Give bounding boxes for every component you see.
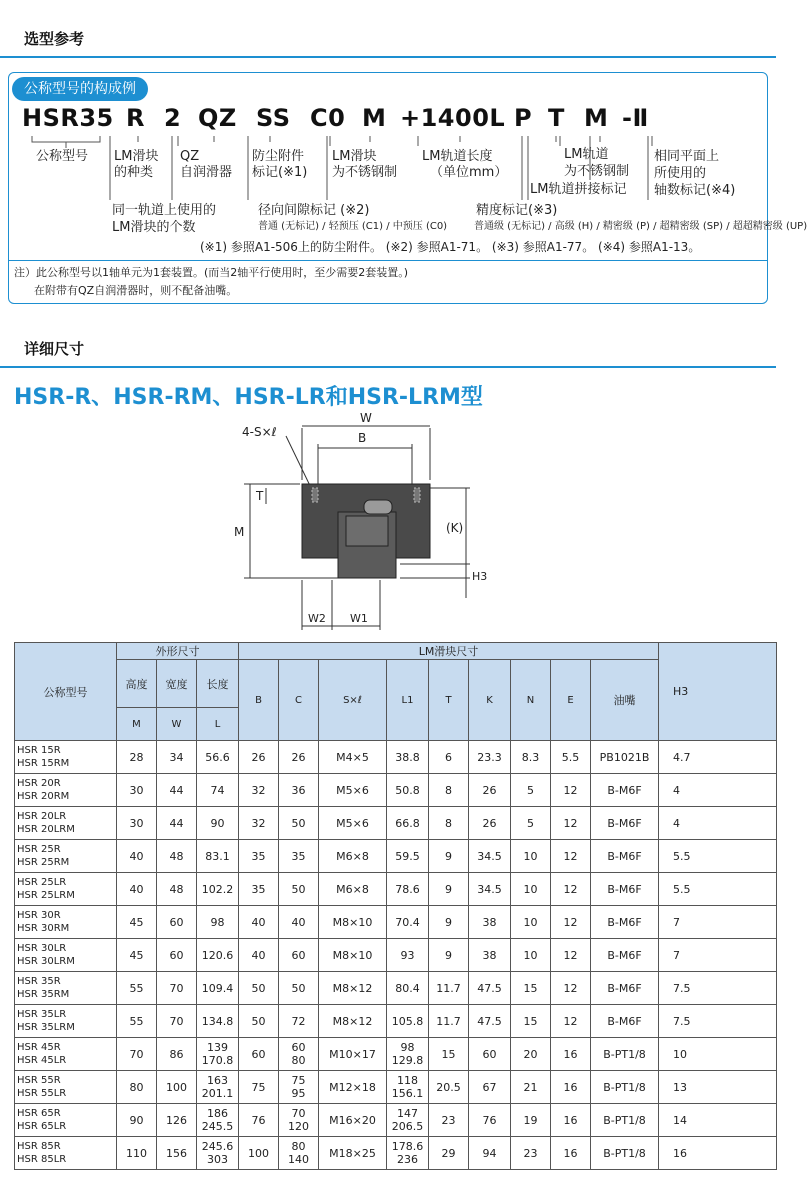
cell-K: 67 bbox=[469, 1071, 511, 1104]
cell-L1: 70.4 bbox=[387, 906, 429, 939]
cell-oil: B-M6F bbox=[591, 873, 659, 906]
cell-oil: B-M6F bbox=[591, 774, 659, 807]
cell-C: 50 bbox=[279, 972, 319, 1005]
cell-T: 9 bbox=[429, 873, 469, 906]
ann-length-2: （单位mm） bbox=[430, 165, 508, 180]
cell-L1: 178.6 236 bbox=[387, 1137, 429, 1170]
cell-oil: B-PT1/8 bbox=[591, 1137, 659, 1170]
cell-W: 60 bbox=[157, 906, 197, 939]
cell-S: M12×18 bbox=[319, 1071, 387, 1104]
cell-model: HSR 30R HSR 30RM bbox=[15, 906, 117, 939]
code-part-clearance: C0 bbox=[310, 104, 346, 132]
cell-L: 102.2 bbox=[197, 873, 239, 906]
cell-T: 20.5 bbox=[429, 1071, 469, 1104]
cell-M: 70 bbox=[117, 1038, 157, 1071]
box-divider bbox=[9, 260, 767, 261]
cell-E: 12 bbox=[551, 807, 591, 840]
cell-S: M8×12 bbox=[319, 1005, 387, 1038]
cell-E: 12 bbox=[551, 906, 591, 939]
cell-oil: B-M6F bbox=[591, 906, 659, 939]
cell-M: 80 bbox=[117, 1071, 157, 1104]
cell-K: 34.5 bbox=[469, 873, 511, 906]
table-row bbox=[15, 1104, 777, 1137]
cell-L: 245.6 303 bbox=[197, 1137, 239, 1170]
cell-W: 34 bbox=[157, 741, 197, 774]
cell-H3: 4 bbox=[659, 807, 777, 840]
code-part-block-type: R bbox=[126, 104, 145, 132]
cell-K: 38 bbox=[469, 906, 511, 939]
cell-T: 29 bbox=[429, 1137, 469, 1170]
cell-B: 100 bbox=[239, 1137, 279, 1170]
dimension-table bbox=[14, 642, 777, 1170]
cell-B: 76 bbox=[239, 1104, 279, 1137]
cell-L1: 98 129.8 bbox=[387, 1038, 429, 1071]
table-row bbox=[15, 741, 777, 774]
code-part-count: 2 bbox=[164, 104, 182, 132]
code-part-accuracy: P bbox=[514, 104, 533, 132]
cell-C: 75 95 bbox=[279, 1071, 319, 1104]
cell-B: 32 bbox=[239, 807, 279, 840]
cell-W: 126 bbox=[157, 1104, 197, 1137]
th-C: C bbox=[279, 660, 319, 741]
section-title: 选型参考 bbox=[24, 30, 85, 48]
ann-block-type-1: LM滑块 bbox=[114, 149, 159, 164]
cell-K: 26 bbox=[469, 774, 511, 807]
cell-K: 23.3 bbox=[469, 741, 511, 774]
cell-N: 5 bbox=[511, 807, 551, 840]
cell-L: 139 170.8 bbox=[197, 1038, 239, 1071]
cell-E: 12 bbox=[551, 939, 591, 972]
code-part-ss-rail: T bbox=[548, 104, 565, 132]
cell-L1: 93 bbox=[387, 939, 429, 972]
cell-S: M8×12 bbox=[319, 972, 387, 1005]
cell-L: 74 bbox=[197, 774, 239, 807]
code-part-qz: QZ bbox=[198, 104, 237, 132]
cell-L1: 118 156.1 bbox=[387, 1071, 429, 1104]
cell-T: 11.7 bbox=[429, 1005, 469, 1038]
cell-C: 60 80 bbox=[279, 1038, 319, 1071]
label-W1: W1 bbox=[350, 612, 368, 625]
cell-model: HSR 25LR HSR 25LRM bbox=[15, 873, 117, 906]
cell-L1: 38.8 bbox=[387, 741, 429, 774]
cell-W: 100 bbox=[157, 1071, 197, 1104]
cell-S: M4×5 bbox=[319, 741, 387, 774]
ann-joint: LM轨道拼接标记 bbox=[530, 182, 627, 197]
table-row bbox=[15, 1005, 777, 1038]
cell-oil: B-PT1/8 bbox=[591, 1071, 659, 1104]
cell-K: 60 bbox=[469, 1038, 511, 1071]
cell-E: 16 bbox=[551, 1104, 591, 1137]
cell-S: M16×20 bbox=[319, 1104, 387, 1137]
cell-L: 134.8 bbox=[197, 1005, 239, 1038]
th-K: K bbox=[469, 660, 511, 741]
code-part-length: +1400L bbox=[400, 104, 506, 132]
cell-C: 60 bbox=[279, 939, 319, 972]
cell-B: 50 bbox=[239, 972, 279, 1005]
cell-M: 30 bbox=[117, 774, 157, 807]
cell-K: 34.5 bbox=[469, 840, 511, 873]
label-B: B bbox=[358, 431, 367, 445]
cell-W: 86 bbox=[157, 1038, 197, 1071]
ann-block-type-2: 的种类 bbox=[114, 165, 154, 180]
cell-oil: B-PT1/8 bbox=[591, 1104, 659, 1137]
label-T: T bbox=[256, 489, 264, 503]
cell-model: HSR 25R HSR 25RM bbox=[15, 840, 117, 873]
cell-N: 10 bbox=[511, 840, 551, 873]
cell-S: M10×17 bbox=[319, 1038, 387, 1071]
cell-S: M6×8 bbox=[319, 840, 387, 873]
cell-oil: B-M6F bbox=[591, 972, 659, 1005]
th-W: W bbox=[157, 708, 197, 741]
table-row bbox=[15, 774, 777, 807]
cell-W: 44 bbox=[157, 774, 197, 807]
ann-accuracy-detail: 普通级 (无标记) / 高级 (H) / 精密级 (P) / 超精密级 (SP) / 超超精密级 (UP) bbox=[474, 221, 807, 232]
cell-C: 72 bbox=[279, 1005, 319, 1038]
cell-B: 40 bbox=[239, 939, 279, 972]
cell-N: 15 bbox=[511, 972, 551, 1005]
cell-K: 76 bbox=[469, 1104, 511, 1137]
cell-W: 60 bbox=[157, 939, 197, 972]
cell-B: 35 bbox=[239, 840, 279, 873]
cell-N: 20 bbox=[511, 1038, 551, 1071]
cell-K: 26 bbox=[469, 807, 511, 840]
cell-H3: 7 bbox=[659, 906, 777, 939]
cell-M: 45 bbox=[117, 906, 157, 939]
cell-C: 80 140 bbox=[279, 1137, 319, 1170]
th-model: 公称型号 bbox=[15, 643, 117, 741]
table-row bbox=[15, 873, 777, 906]
ann-ss-block-1: LM滑块 bbox=[332, 149, 377, 164]
label-K: (K) bbox=[446, 521, 464, 535]
code-part-ss-block: M bbox=[362, 104, 387, 132]
code-part-axes: -Ⅱ bbox=[622, 104, 649, 132]
label-W: W bbox=[360, 411, 372, 425]
cell-L: 56.6 bbox=[197, 741, 239, 774]
cell-B: 40 bbox=[239, 906, 279, 939]
table-row bbox=[15, 1137, 777, 1170]
cell-K: 38 bbox=[469, 939, 511, 972]
cell-L: 163 201.1 bbox=[197, 1071, 239, 1104]
cell-oil: B-PT1/8 bbox=[591, 1038, 659, 1071]
cell-E: 16 bbox=[551, 1038, 591, 1071]
cell-H3: 7.5 bbox=[659, 972, 777, 1005]
cell-T: 15 bbox=[429, 1038, 469, 1071]
th-oil: 油嘴 bbox=[591, 660, 659, 741]
label-M: M bbox=[234, 525, 245, 539]
ann-length-1: LM轨道长度 bbox=[422, 149, 493, 164]
table-row bbox=[15, 939, 777, 972]
cell-oil: B-M6F bbox=[591, 1005, 659, 1038]
cell-K: 94 bbox=[469, 1137, 511, 1170]
label-W2: W2 bbox=[308, 612, 326, 625]
ann-ss-rail-1: LM轨道 bbox=[564, 147, 609, 162]
cell-M: 30 bbox=[117, 807, 157, 840]
cell-B: 75 bbox=[239, 1071, 279, 1104]
th-height: 高度 bbox=[117, 660, 157, 708]
cell-T: 8 bbox=[429, 807, 469, 840]
cell-model: HSR 20R HSR 20RM bbox=[15, 774, 117, 807]
cell-model: HSR 55R HSR 55LR bbox=[15, 1071, 117, 1104]
cell-B: 60 bbox=[239, 1038, 279, 1071]
cell-L1: 59.5 bbox=[387, 840, 429, 873]
cell-T: 23 bbox=[429, 1104, 469, 1137]
cell-S: M5×6 bbox=[319, 774, 387, 807]
cell-E: 12 bbox=[551, 873, 591, 906]
cell-N: 15 bbox=[511, 1005, 551, 1038]
cell-N: 23 bbox=[511, 1137, 551, 1170]
cell-T: 9 bbox=[429, 906, 469, 939]
section-rule bbox=[0, 366, 776, 368]
cell-M: 40 bbox=[117, 873, 157, 906]
th-block: LM滑块尺寸 bbox=[239, 643, 659, 660]
cell-C: 50 bbox=[279, 873, 319, 906]
table-row bbox=[15, 1071, 777, 1104]
ann-axes-3: 轴数标记(※4) bbox=[654, 183, 736, 198]
th-h3: H3 bbox=[659, 643, 777, 741]
cell-L: 98 bbox=[197, 906, 239, 939]
cell-L: 109.4 bbox=[197, 972, 239, 1005]
cell-W: 70 bbox=[157, 1005, 197, 1038]
ann-dust-2: 标记(※1) bbox=[252, 165, 308, 180]
cell-M: 90 bbox=[117, 1104, 157, 1137]
th-length: 长度 bbox=[197, 660, 239, 708]
cell-K: 47.5 bbox=[469, 1005, 511, 1038]
code-part-model: HSR35 bbox=[22, 104, 114, 132]
cell-T: 11.7 bbox=[429, 972, 469, 1005]
cell-model: HSR 35R HSR 35RM bbox=[15, 972, 117, 1005]
note-1: 注）此公称型号以1轴单元为1套装置。(而当2轴平行使用时，至少需要2套装置。) bbox=[14, 266, 409, 279]
section-title: 详细尺寸 bbox=[24, 340, 85, 358]
cell-L: 120.6 bbox=[197, 939, 239, 972]
th-S: S×ℓ bbox=[319, 660, 387, 741]
cell-L1: 80.4 bbox=[387, 972, 429, 1005]
ann-dust-1: 防尘附件 bbox=[252, 149, 305, 164]
cell-C: 36 bbox=[279, 774, 319, 807]
cell-T: 8 bbox=[429, 774, 469, 807]
ann-accuracy: 精度标记(※3) bbox=[476, 203, 558, 218]
cell-T: 9 bbox=[429, 840, 469, 873]
th-B: B bbox=[239, 660, 279, 741]
cell-T: 6 bbox=[429, 741, 469, 774]
footnote-references: (※1) 参照A1-506上的防尘附件。 (※2) 参照A1-71。 (※3) 参照A1-77。 (※4) 参照A1-13。 bbox=[200, 240, 701, 254]
cell-N: 10 bbox=[511, 906, 551, 939]
cell-N: 10 bbox=[511, 939, 551, 972]
table-row bbox=[15, 1038, 777, 1071]
cell-M: 55 bbox=[117, 972, 157, 1005]
cell-oil: B-M6F bbox=[591, 840, 659, 873]
cell-model: HSR 85R HSR 85LR bbox=[15, 1137, 117, 1170]
cell-N: 8.3 bbox=[511, 741, 551, 774]
cell-E: 12 bbox=[551, 972, 591, 1005]
cell-H3: 13 bbox=[659, 1071, 777, 1104]
cell-H3: 4 bbox=[659, 774, 777, 807]
note-2: 在附带有QZ自润滑器时，则不配备油嘴。 bbox=[34, 284, 238, 297]
label-H3: H3 bbox=[472, 570, 488, 583]
cell-L1: 105.8 bbox=[387, 1005, 429, 1038]
th-T: T bbox=[429, 660, 469, 741]
cell-S: M6×8 bbox=[319, 873, 387, 906]
cell-oil: B-M6F bbox=[591, 939, 659, 972]
cell-model: HSR 45R HSR 45LR bbox=[15, 1038, 117, 1071]
ann-ss-block-2: 为不锈钢制 bbox=[332, 165, 398, 180]
code-part-dust: SS bbox=[256, 104, 291, 132]
cell-L1: 66.8 bbox=[387, 807, 429, 840]
cell-W: 48 bbox=[157, 873, 197, 906]
ann-clearance: 径向间隙标记 (※2) bbox=[258, 203, 370, 218]
ann-count-2: LM滑块的个数 bbox=[112, 220, 196, 235]
type-title: HSR-R、HSR-RM、HSR-LR和HSR-LRM型 bbox=[14, 385, 483, 410]
cell-E: 16 bbox=[551, 1137, 591, 1170]
cell-S: M5×6 bbox=[319, 807, 387, 840]
ann-model: 公称型号 bbox=[36, 149, 89, 164]
cell-E: 16 bbox=[551, 1071, 591, 1104]
cell-S: M18×25 bbox=[319, 1137, 387, 1170]
cell-W: 156 bbox=[157, 1137, 197, 1170]
cell-M: 45 bbox=[117, 939, 157, 972]
cell-B: 32 bbox=[239, 774, 279, 807]
cell-M: 28 bbox=[117, 741, 157, 774]
cell-T: 9 bbox=[429, 939, 469, 972]
cell-model: HSR 65R HSR 65LR bbox=[15, 1104, 117, 1137]
cell-E: 12 bbox=[551, 1005, 591, 1038]
cell-oil: B-M6F bbox=[591, 807, 659, 840]
cell-C: 35 bbox=[279, 840, 319, 873]
th-L: L bbox=[197, 708, 239, 741]
cell-M: 55 bbox=[117, 1005, 157, 1038]
cell-H3: 5.5 bbox=[659, 840, 777, 873]
cell-E: 5.5 bbox=[551, 741, 591, 774]
cell-oil: PB1021B bbox=[591, 741, 659, 774]
cell-H3: 14 bbox=[659, 1104, 777, 1137]
cell-W: 44 bbox=[157, 807, 197, 840]
th-M: M bbox=[117, 708, 157, 741]
th-outer: 外形尺寸 bbox=[117, 643, 239, 660]
ann-clearance-detail: 普通 (无标记) / 轻预压 (C1) / 中预压 (C0) bbox=[258, 221, 448, 232]
table-row bbox=[15, 906, 777, 939]
cell-C: 50 bbox=[279, 807, 319, 840]
cell-W: 48 bbox=[157, 840, 197, 873]
model-code-pill: 公称型号的构成例 bbox=[12, 77, 148, 101]
th-N: N bbox=[511, 660, 551, 741]
cell-N: 19 bbox=[511, 1104, 551, 1137]
cell-B: 50 bbox=[239, 1005, 279, 1038]
cell-E: 12 bbox=[551, 774, 591, 807]
cell-S: M8×10 bbox=[319, 939, 387, 972]
cell-N: 5 bbox=[511, 774, 551, 807]
cell-L1: 147 206.5 bbox=[387, 1104, 429, 1137]
cell-H3: 16 bbox=[659, 1137, 777, 1170]
cell-N: 10 bbox=[511, 873, 551, 906]
cell-H3: 5.5 bbox=[659, 873, 777, 906]
cell-M: 40 bbox=[117, 840, 157, 873]
cell-H3: 4.7 bbox=[659, 741, 777, 774]
cell-B: 35 bbox=[239, 873, 279, 906]
cell-N: 21 bbox=[511, 1071, 551, 1104]
ann-axes-1: 相同平面上 bbox=[654, 149, 720, 164]
code-part-joint: M bbox=[584, 104, 609, 132]
cell-C: 40 bbox=[279, 906, 319, 939]
table-row bbox=[15, 972, 777, 1005]
cell-model: HSR 30LR HSR 30LRM bbox=[15, 939, 117, 972]
cell-L1: 50.8 bbox=[387, 774, 429, 807]
cell-H3: 7.5 bbox=[659, 1005, 777, 1038]
cell-H3: 10 bbox=[659, 1038, 777, 1071]
table-row bbox=[15, 807, 777, 840]
th-E: E bbox=[551, 660, 591, 741]
ann-qz-2: 自润滑器 bbox=[180, 165, 233, 180]
cross-section-diagram bbox=[220, 408, 488, 634]
cell-L: 186 245.5 bbox=[197, 1104, 239, 1137]
cell-S: M8×10 bbox=[319, 906, 387, 939]
cell-model: HSR 20LR HSR 20LRM bbox=[15, 807, 117, 840]
cell-model: HSR 35LR HSR 35LRM bbox=[15, 1005, 117, 1038]
ann-ss-rail-2: 为不锈钢制 bbox=[564, 164, 630, 179]
cell-H3: 7 bbox=[659, 939, 777, 972]
cell-W: 70 bbox=[157, 972, 197, 1005]
cell-L: 83.1 bbox=[197, 840, 239, 873]
cell-model: HSR 15R HSR 15RM bbox=[15, 741, 117, 774]
cell-B: 26 bbox=[239, 741, 279, 774]
ann-count-1: 同一轨道上使用的 bbox=[112, 203, 217, 218]
ann-qz-1: QZ bbox=[180, 149, 200, 164]
cell-M: 110 bbox=[117, 1137, 157, 1170]
cell-L: 90 bbox=[197, 807, 239, 840]
th-L1: L1 bbox=[387, 660, 429, 741]
cell-E: 12 bbox=[551, 840, 591, 873]
cell-L1: 78.6 bbox=[387, 873, 429, 906]
th-width: 宽度 bbox=[157, 660, 197, 708]
cell-C: 70 120 bbox=[279, 1104, 319, 1137]
cell-C: 26 bbox=[279, 741, 319, 774]
table-row bbox=[15, 840, 777, 873]
cell-K: 47.5 bbox=[469, 972, 511, 1005]
label-Sxl: 4-S×ℓ bbox=[242, 425, 277, 439]
ann-axes-2: 所使用的 bbox=[654, 166, 707, 181]
